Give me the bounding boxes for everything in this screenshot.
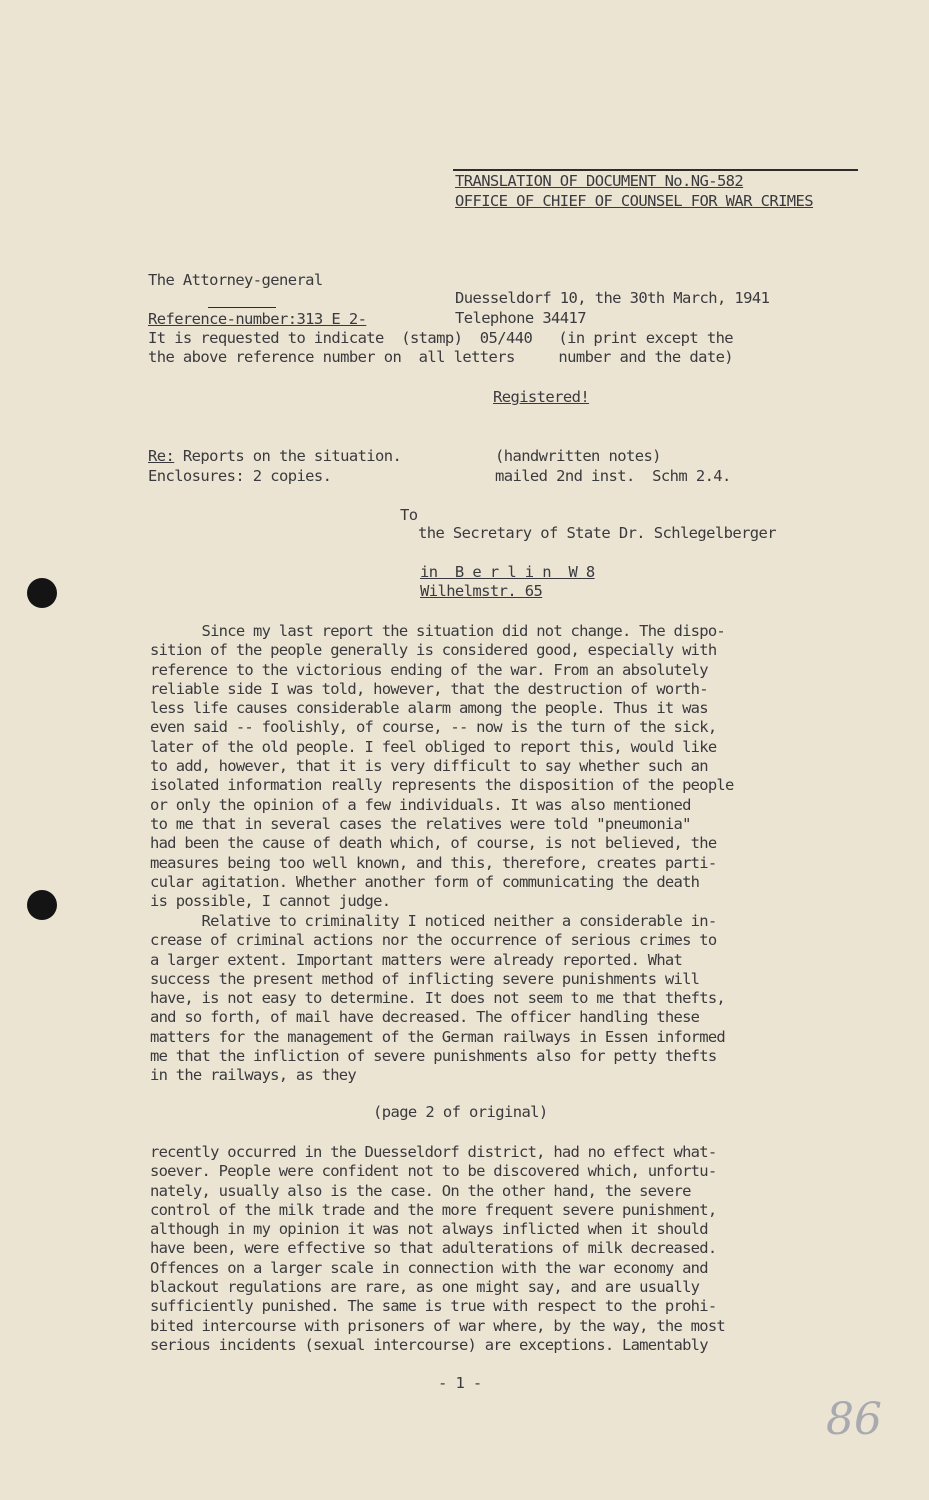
header-rule-top <box>453 169 858 171</box>
punch-hole-top <box>27 578 57 608</box>
mailed-note: mailed 2nd inst. Schm 2.4. <box>495 467 731 485</box>
telephone: Telephone 34417 <box>455 309 586 327</box>
reference-rule <box>208 307 276 308</box>
reference-value: 313 E 2- <box>296 310 367 328</box>
page-number: - 1 - <box>438 1374 482 1392</box>
addressee-city: in B e r l i n W 8 <box>420 563 595 581</box>
reference-label: Reference-number: <box>148 310 297 328</box>
request-line-1: It is requested to indicate (stamp) 05/440 (in print except the <box>148 329 734 347</box>
page-2-marker: (page 2 of original) <box>373 1103 548 1121</box>
body-paragraph-2: Relative to criminality I noticed neither a considerable in- crease of criminal actions nor the occurrence of serious crimes to a larger extent. Important matters were already reported. What success the present method of inflicting severe punishments will have, is not easy to determine. It does not seem to me that thefts, and so forth, of mail have decreased. The officer handling these matters for the management of the German railways in Essen informed me that the infliction of severe punishments also for petty thefts in the railways, as they <box>150 912 725 1085</box>
translation-header: TRANSLATION OF DOCUMENT No.NG-582 <box>455 172 744 190</box>
addressee-to: To <box>400 506 418 524</box>
reference-number <box>148 310 366 329</box>
office-header: OFFICE OF CHIEF OF COUNSEL FOR WAR CRIMES <box>455 192 814 210</box>
addressee-name: the Secretary of State Dr. Schlegelberger <box>418 524 777 542</box>
body-paragraph-1: Since my last report the situation did not change. The dispo- sition of the people generally is considered good, especially with reference to the victorious ending of the war. From an absolutely reliable side I was told, however, that the destruction of worth- less life causes considerable alarm among the people. Thus it was even said -- foolishly, of course, -- now is the turn of the sick, later of the old people. I feel obliged to report this, would like to add, however, that it is very difficult to say whether such an isolated information really represents the disposition of the people or only the opinion of a few individuals. It was also mentioned to me that in several cases the relatives were told "pneumonia" had been the cause of death which, of course, is not believed, the measures being too well known, and this, therefore, creates parti- cular agitation. Whether another form of communicating the death is possible, I cannot judge. <box>150 622 734 911</box>
sender-title: The Attorney-general <box>148 271 323 289</box>
body-paragraph-3: recently occurred in the Duesseldorf district, had no effect what- soever. People were confident not to be discovered which, unfortu- nately, usually also is the case. On the other hand, the severe control of the milk trade and the more frequent severe punishment, although in my opinion it was not always inflicted when it should have been, were effective so that adulterations of milk decreased. Offences on a larger scale in connection with the war economy and blackout regulations are rare, as one might say, and are usually sufficiently punished. The same is true with respect to the prohi- bited intercourse with prisoners of war where, by the way, the most serious incidents (sexual intercourse) are exceptions. Lamentably <box>150 1143 725 1354</box>
enclosures: Enclosures: 2 copies. <box>148 467 332 485</box>
re-label: Re: <box>148 447 175 465</box>
handwritten-notes: (handwritten notes) <box>495 447 661 465</box>
addressee-street: Wilhelmstr. 65 <box>420 582 543 600</box>
punch-hole-bottom <box>27 890 57 920</box>
re-text: Reports on the situation. <box>174 447 402 465</box>
registered-mark: Registered! <box>493 388 590 406</box>
handwritten-page-number: 86 <box>826 1394 882 1445</box>
subject-re <box>148 447 401 466</box>
place-date: Duesseldorf 10, the 30th March, 1941 <box>455 289 770 307</box>
request-line-2: the above reference number on all letters number and the date) <box>148 348 734 366</box>
